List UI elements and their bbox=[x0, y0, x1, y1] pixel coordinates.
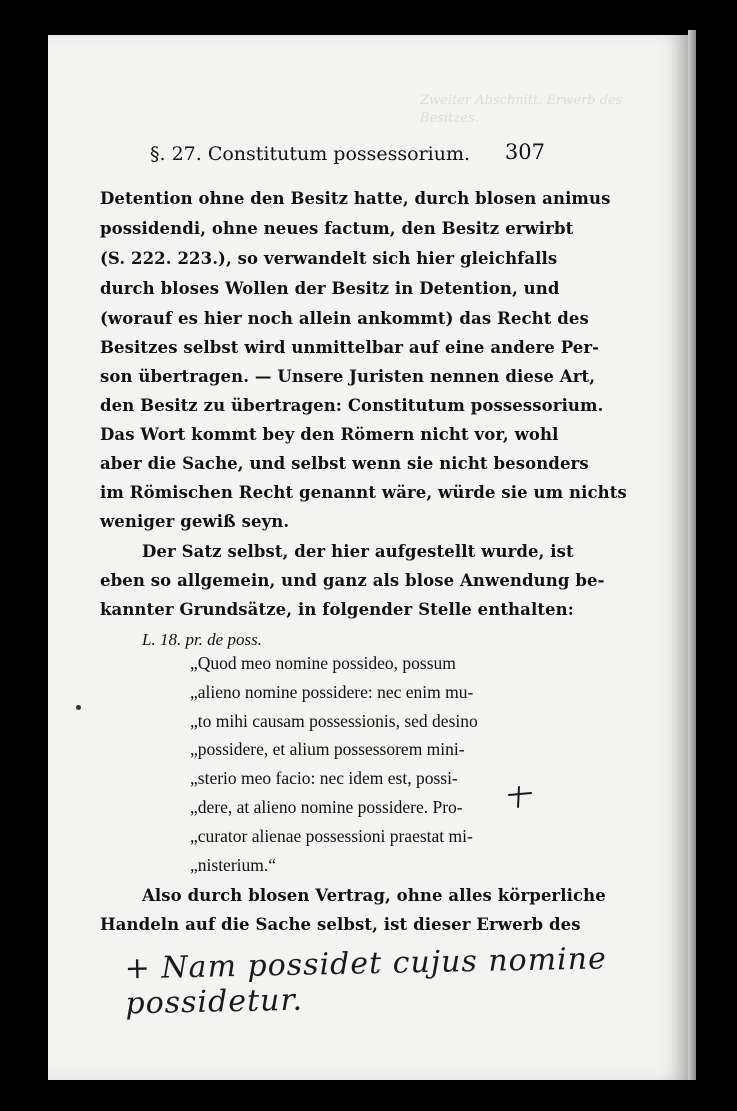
body-line: Besitzes selbst wird unmittelbar auf eine andere Per- bbox=[100, 338, 600, 357]
section-heading: §. 27. Constitutum possessorium. bbox=[150, 143, 471, 165]
bleed-through-text: Zweiter Abschnitt. Erwerb des Besitzes. bbox=[420, 93, 623, 126]
handwritten-cross-mark bbox=[505, 785, 535, 809]
legal-citation: L. 18. pr. de poss. bbox=[142, 630, 262, 649]
body-line: (S. 222. 223.), so verwandelt sich hier gleichfalls bbox=[100, 249, 558, 268]
quote-line: „nisterium.“ bbox=[190, 855, 277, 875]
body-line: Das Wort kommt bey den Römern nicht vor, wohl bbox=[100, 425, 559, 444]
handwritten-annotation: + Nam possidet cujus nomine possidetur. bbox=[124, 941, 608, 1022]
body-line: durch bloses Wollen der Besitz in Detention, und bbox=[100, 279, 560, 298]
quote-line: „Quod meo nomine possideo, possum bbox=[190, 653, 456, 673]
quote-line: „alieno nomine possidere: nec enim mu- bbox=[190, 682, 474, 702]
quote-line: „to mihi causam possessionis, sed desino bbox=[190, 711, 478, 731]
running-header bbox=[150, 140, 545, 173]
body-line: eben so allgemein, und ganz als blose Anwendung be- bbox=[100, 571, 605, 590]
page-edge bbox=[688, 30, 696, 1080]
body-line: weniger gewiß seyn. bbox=[100, 512, 290, 531]
closing-line: Handeln auf die Sache selbst, ist dieser Erwerb des bbox=[100, 915, 581, 934]
closing-line: Also durch blosen Vertrag, ohne alles körperliche bbox=[142, 886, 606, 905]
quote-line: „dere, at alieno nomine possidere. Pro- bbox=[190, 797, 463, 817]
body-line: Detention ohne den Besitz hatte, durch blosen animus bbox=[100, 189, 611, 208]
body-line: den Besitz zu übertragen: Constitutum possessorium. bbox=[100, 396, 604, 415]
body-line: Der Satz selbst, der hier aufgestellt wurde, ist bbox=[142, 542, 574, 561]
body-line: kannter Grundsätze, in folgender Stelle enthalten: bbox=[100, 600, 574, 619]
quote-line: „sterio meo facio: nec idem est, possi- bbox=[190, 768, 458, 788]
quote-line: „possidere, et alium possessorem mini- bbox=[190, 739, 465, 759]
page-number: 307 bbox=[504, 140, 545, 164]
body-line: im Römischen Recht genannt wäre, würde sie um nichts bbox=[100, 483, 627, 502]
body-line: aber die Sache, und selbst wenn sie nicht besonders bbox=[100, 454, 589, 473]
body-line: son übertragen. — Unsere Juristen nennen diese Art, bbox=[100, 367, 596, 386]
body-line: possidendi, ohne neues factum, den Besitz erwirbt bbox=[100, 219, 574, 238]
body-line: (worauf es hier noch allein ankommt) das Recht des bbox=[100, 309, 589, 328]
ink-speck bbox=[76, 705, 81, 710]
quote-line: „curator alienae possessioni praestat mi- bbox=[190, 826, 473, 846]
